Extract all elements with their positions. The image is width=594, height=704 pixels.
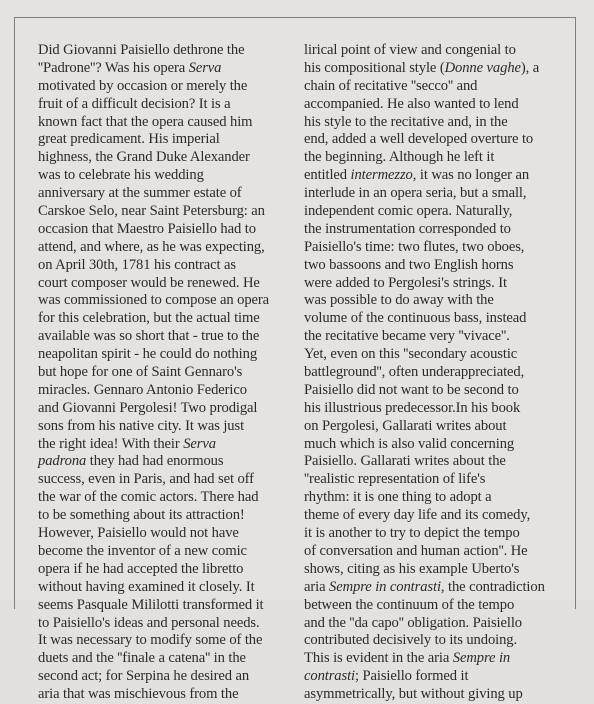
italic-text: Sempre in [452, 650, 511, 667]
text-line [304, 328, 545, 346]
text-run: available was so short that - true to the [38, 328, 260, 345]
text-run: Did Giovanni Paisiello dethrone the [38, 42, 245, 58]
text-run: it is another to try to depict the tempo [304, 525, 520, 542]
text-run: shows, citing as his example Uberto's [304, 560, 520, 577]
text-line [38, 221, 269, 239]
text-line [38, 400, 269, 418]
text-line [304, 257, 545, 275]
text-run: the beginning. Although he left it [304, 149, 495, 166]
text-line [304, 364, 545, 382]
text-line [304, 400, 545, 418]
italic-text: Donne vaghe [444, 59, 521, 76]
text-line [304, 185, 545, 203]
text-run: his style to the recitative and, in the [304, 113, 508, 130]
text-line [304, 632, 545, 650]
text-line [304, 543, 545, 561]
italic-text: Serva [183, 435, 216, 452]
text-run: occasion that Maestro Paisiello had to [38, 220, 256, 237]
text-line [38, 328, 269, 346]
text-run: for this celebration, but the actual time [38, 310, 260, 327]
text-run: become the inventor of a new comic [38, 542, 247, 559]
text-run: much which is also valid concerning [304, 435, 515, 452]
text-line [304, 292, 545, 310]
text-line [38, 453, 269, 471]
text-run: was commissioned to compose an opera [38, 292, 270, 309]
text-line [304, 453, 545, 471]
text-run: ''realistic representation of life's [304, 471, 486, 488]
text-line [304, 275, 545, 293]
text-run: This is evident in the aria [304, 650, 453, 667]
text-run: contributed decisively to its undoing. [304, 632, 518, 649]
text-line [38, 471, 269, 489]
text-run: It was necessary to modify some of the [38, 632, 263, 649]
text-line [304, 114, 545, 132]
text-run: However, Paisiello would not have [38, 525, 239, 542]
text-line [38, 203, 269, 221]
text-run: known fact that the opera caused him [38, 113, 253, 130]
text-run: Paisiello's time: two flutes, two oboes, [304, 238, 525, 255]
text-run: battleground'', often underappreciated, [304, 364, 525, 381]
text-line [304, 382, 545, 400]
text-run: they had had enormous [86, 453, 224, 470]
text-run: motivated by occasion or merely the [38, 77, 248, 94]
text-line [38, 525, 269, 543]
text-run: of conversation and human action''. He [304, 542, 528, 559]
text-run: the instrumentation corresponded to [304, 220, 511, 237]
text-run: highness, the Grand Duke Alexander [38, 149, 250, 166]
text-line [304, 489, 545, 507]
text-line [38, 615, 269, 633]
text-run: the right idea! With their [38, 435, 184, 452]
text-run: great predicament. His imperial [38, 131, 220, 148]
text-line [304, 561, 545, 579]
text-line [38, 292, 269, 310]
text-line [38, 167, 269, 185]
text-line [304, 507, 545, 525]
text-line [304, 579, 545, 597]
text-line [304, 96, 545, 114]
text-run: Paisiello did not want to be second to [304, 381, 519, 398]
text-line [38, 668, 269, 686]
text-run: was to celebrate his wedding [38, 167, 204, 184]
text-run: end, added a well developed overture to [304, 131, 534, 148]
text-run: between the continuum of the tempo [304, 596, 515, 613]
text-line [304, 78, 545, 96]
text-line [38, 310, 269, 328]
text-run: to be something about its attraction! [38, 507, 245, 524]
text-run: and the ''da capo'' obligation. Paisiello [304, 614, 522, 631]
text-line [38, 346, 269, 364]
text-run: Yet, even on this ''secondary acoustic [304, 346, 518, 363]
text-run: , it was no longer an [412, 167, 530, 184]
text-line [38, 418, 269, 436]
text-run: asymmetrically, but without giving up [304, 686, 523, 703]
text-line [38, 149, 269, 167]
text-line [304, 149, 545, 167]
text-line [304, 310, 545, 328]
text-run: sons from his native city. It was just [38, 417, 245, 434]
text-run: ; Paisiello formed it [355, 668, 469, 685]
text-run: the war of the comic actors. There had [38, 489, 259, 506]
text-run: to Paisiello's ideas and personal needs. [38, 614, 260, 631]
text-run: aria that was mischievous from the [38, 686, 239, 703]
text-line [304, 597, 545, 615]
text-run: on April 30th, 1781 his contract as [38, 256, 236, 273]
text-run: miracles. Gennaro Antonio Federico [38, 381, 247, 398]
text-line [38, 60, 269, 78]
text-run: the recitative became very ''vivace''. [304, 328, 510, 345]
italic-text: Serva [188, 59, 222, 76]
text-run: court composer would be renewed. He [38, 274, 260, 291]
text-run: Carskoe Selo, near Saint Petersburg: an [38, 203, 265, 220]
text-line [38, 114, 269, 132]
text-line [38, 579, 269, 597]
text-line [304, 60, 545, 78]
text-line [38, 275, 269, 293]
text-line [38, 364, 269, 382]
text-line [304, 167, 545, 185]
text-line [38, 543, 269, 561]
text-run: second act; for Serpina he desired an [38, 668, 250, 685]
text-run: ''Padrone''? Was his opera [38, 59, 189, 76]
text-run: his illustrious predecessor.In his book [304, 399, 521, 416]
text-line [38, 78, 269, 96]
text-run: and Giovanni Pergolesi! Two prodigal [38, 399, 258, 416]
text-run: attend, and where, as he was expecting, [38, 238, 265, 255]
text-line [38, 239, 269, 257]
text-run: opera if he had accepted the libretto [38, 560, 244, 577]
text-run: independent comic opera. Naturally, [304, 203, 513, 220]
italic-text: contrasti [304, 668, 355, 685]
text-line [38, 436, 269, 454]
text-run: , the contradiction [440, 578, 545, 595]
text-run: two bassoons and two English horns [304, 256, 514, 273]
text-run: neapolitan spirit - he could do nothing [38, 346, 258, 363]
text-run: volume of the continuous bass, instead [304, 310, 527, 327]
text-run: without having examined it closely. It [38, 578, 255, 595]
right-text-column [304, 42, 545, 704]
text-line [304, 615, 545, 633]
text-run: on Pergolesi, Gallarati writes about [304, 417, 507, 434]
text-run: anniversary at the summer estate of [38, 185, 242, 202]
left-text-column [38, 42, 269, 704]
text-line [304, 471, 545, 489]
text-run: fruit of a difficult decision? It is a [38, 95, 231, 112]
text-line [304, 686, 545, 704]
italic-text: intermezzo [350, 167, 413, 184]
text-line [38, 561, 269, 579]
text-run: was possible to do away with the [304, 292, 494, 309]
text-run: duets and the ''finale a catena'' in the [38, 650, 246, 667]
text-line [38, 185, 269, 203]
text-run: were added to Pergolesi's strings. It [304, 274, 507, 291]
text-line [304, 436, 545, 454]
text-line [38, 42, 269, 60]
text-line [38, 131, 269, 149]
text-run: Paisiello. Gallarati writes about the [304, 453, 506, 470]
text-line [304, 650, 545, 668]
text-run: entitled [304, 167, 351, 184]
text-run: theme of every day life and its comedy, [304, 507, 531, 524]
text-run: lirical point of view and congenial to [304, 42, 516, 58]
text-run: aria [304, 578, 330, 595]
text-line [304, 668, 545, 686]
text-run: ), a [520, 59, 540, 76]
text-line [304, 221, 545, 239]
text-line [38, 96, 269, 114]
text-line [304, 42, 545, 60]
text-line [38, 507, 269, 525]
text-run: rhythm: it is one thing to adopt a [304, 489, 492, 506]
text-run: seems Pasquale Mililotti transformed it [38, 596, 264, 613]
text-line [38, 382, 269, 400]
text-run: accompanied. He also wanted to lend [304, 95, 519, 112]
text-line [304, 418, 545, 436]
text-line [38, 632, 269, 650]
text-line [304, 346, 545, 364]
text-line [38, 686, 269, 704]
text-run: chain of recitative ''secco'' and [304, 77, 478, 94]
text-run: his compositional style ( [304, 59, 445, 76]
text-run: but hope for one of Saint Gennaro's [38, 364, 243, 381]
italic-text: Sempre in contrasti [329, 578, 441, 595]
text-line [38, 650, 269, 668]
text-run: interlude in an opera seria, but a small, [304, 185, 527, 202]
text-line [38, 489, 269, 507]
text-line [38, 257, 269, 275]
text-line [304, 525, 545, 543]
text-line [304, 131, 545, 149]
text-line [304, 239, 545, 257]
text-run: success, even in Paris, and had set off [38, 471, 254, 488]
text-line [304, 203, 545, 221]
text-line [38, 597, 269, 615]
italic-text: padrona [38, 453, 87, 470]
